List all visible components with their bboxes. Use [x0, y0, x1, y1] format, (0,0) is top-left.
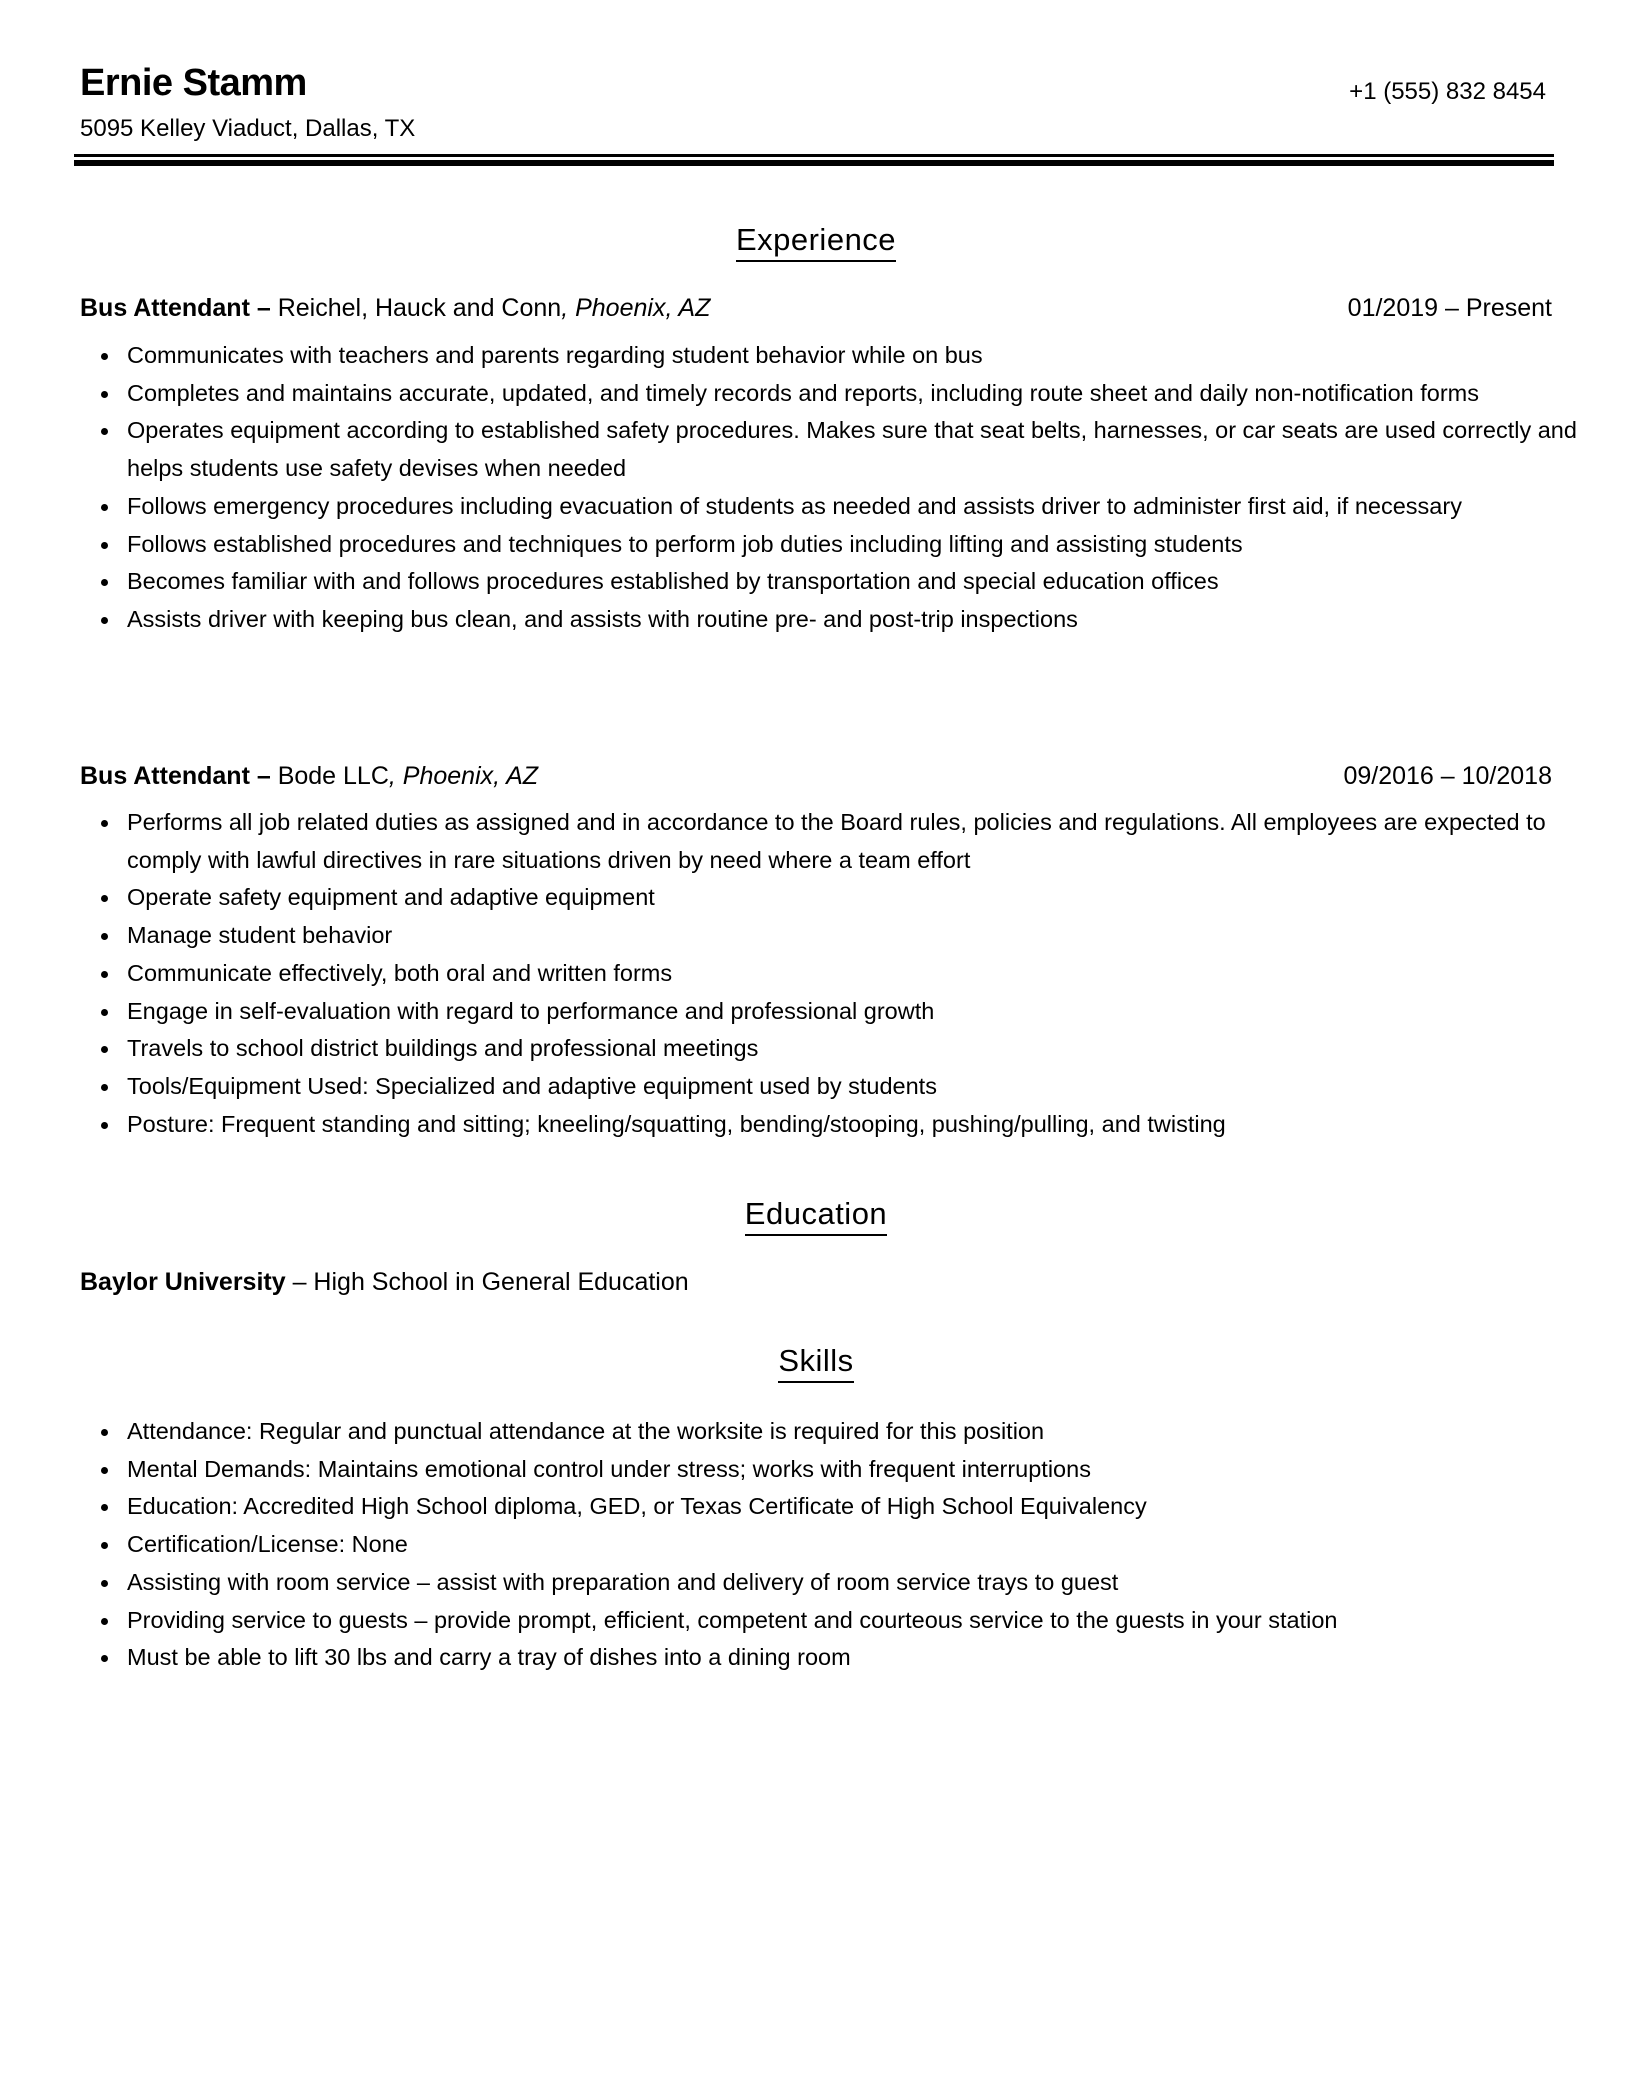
list-item: Engage in self-evaluation with regard to performance and professional growth: [127, 993, 1577, 1031]
list-item: Follows established procedures and techniques to perform job duties including lifting and assisting students: [127, 526, 1577, 564]
list-item: Certification/License: None: [127, 1526, 1577, 1564]
job-bullets: [80, 337, 1577, 639]
list-item: Operate safety equipment and adaptive equipment: [127, 879, 1577, 917]
job-title: Bus Attendant –: [80, 294, 271, 322]
job-company: Reichel, Hauck and Conn: [270, 294, 562, 322]
list-item: Attendance: Regular and punctual attendance at the worksite is required for this position: [127, 1413, 1577, 1451]
list-item: Completes and maintains accurate, updated, and timely records and reports, including route sheet and daily non-notification forms: [127, 375, 1577, 413]
skills-heading-text: Skills: [778, 1343, 853, 1383]
job-header: [80, 762, 1552, 791]
header-divider-thin: [74, 154, 1554, 157]
list-item: Operates equipment according to established safety procedures. Makes sure that seat belts, harnesses, or car seats are used correctly and helps students use safety devises when needed: [127, 412, 1577, 487]
education-heading: [0, 1196, 1632, 1236]
list-item: Posture: Frequent standing and sitting; kneeling/squatting, bending/stooping, pushing/pulling, and twisting: [127, 1106, 1577, 1144]
experience-heading-text: Experience: [736, 222, 896, 262]
degree: – High School in General Education: [285, 1268, 689, 1296]
list-item: Assisting with room service – assist with preparation and delivery of room service trays to guest: [127, 1564, 1577, 1602]
list-item: Communicate effectively, both oral and written forms: [127, 955, 1577, 993]
list-item: Becomes familiar with and follows procedures established by transportation and special education offices: [127, 563, 1577, 601]
list-item: Communicates with teachers and parents regarding student behavior while on bus: [127, 337, 1577, 375]
list-item: Providing service to guests – provide prompt, efficient, competent and courteous service to the guests in your station: [127, 1602, 1577, 1640]
job-header: [80, 294, 1552, 323]
address: 5095 Kelley Viaduct, Dallas, TX: [80, 115, 416, 142]
list-item: Mental Demands: Maintains emotional control under stress; works with frequent interruptions: [127, 1451, 1577, 1489]
skills-heading: [0, 1343, 1632, 1383]
job-bullets: [80, 804, 1577, 1143]
job-dates: 09/2016 – 10/2018: [1343, 762, 1552, 790]
education-entry: [80, 1268, 689, 1297]
candidate-name: Ernie Stamm: [80, 62, 307, 104]
list-item: Travels to school district buildings and professional meetings: [127, 1030, 1577, 1068]
education-heading-text: Education: [745, 1196, 887, 1236]
phone: +1 (555) 832 8454: [1349, 78, 1546, 105]
job-title: Bus Attendant –: [80, 762, 271, 790]
list-item: Follows emergency procedures including evacuation of students as needed and assists driver to administer first aid, if necessary: [127, 488, 1577, 526]
experience-heading: [0, 222, 1632, 262]
job-location: , Phoenix, AZ: [388, 762, 539, 790]
job-company: Bode LLC: [270, 762, 389, 790]
list-item: Manage student behavior: [127, 917, 1577, 955]
job-dates: 01/2019 – Present: [1347, 294, 1552, 322]
job-location: , Phoenix, AZ: [561, 294, 711, 322]
list-item: Assists driver with keeping bus clean, and assists with routine pre- and post-trip inspections: [127, 601, 1577, 639]
school-name: Baylor University: [80, 1268, 286, 1296]
skills-list: [80, 1413, 1577, 1677]
list-item: Education: Accredited High School diploma, GED, or Texas Certificate of High School Equivalency: [127, 1488, 1577, 1526]
list-item: Tools/Equipment Used: Specialized and adaptive equipment used by students: [127, 1068, 1577, 1106]
list-item: Performs all job related duties as assigned and in accordance to the Board rules, policies and regulations. All employees are expected to comply with lawful directives in rare situations driven by need where a team effort: [127, 804, 1577, 879]
header-divider-thick: [74, 160, 1554, 166]
list-item: Must be able to lift 30 lbs and carry a tray of dishes into a dining room: [127, 1639, 1577, 1677]
